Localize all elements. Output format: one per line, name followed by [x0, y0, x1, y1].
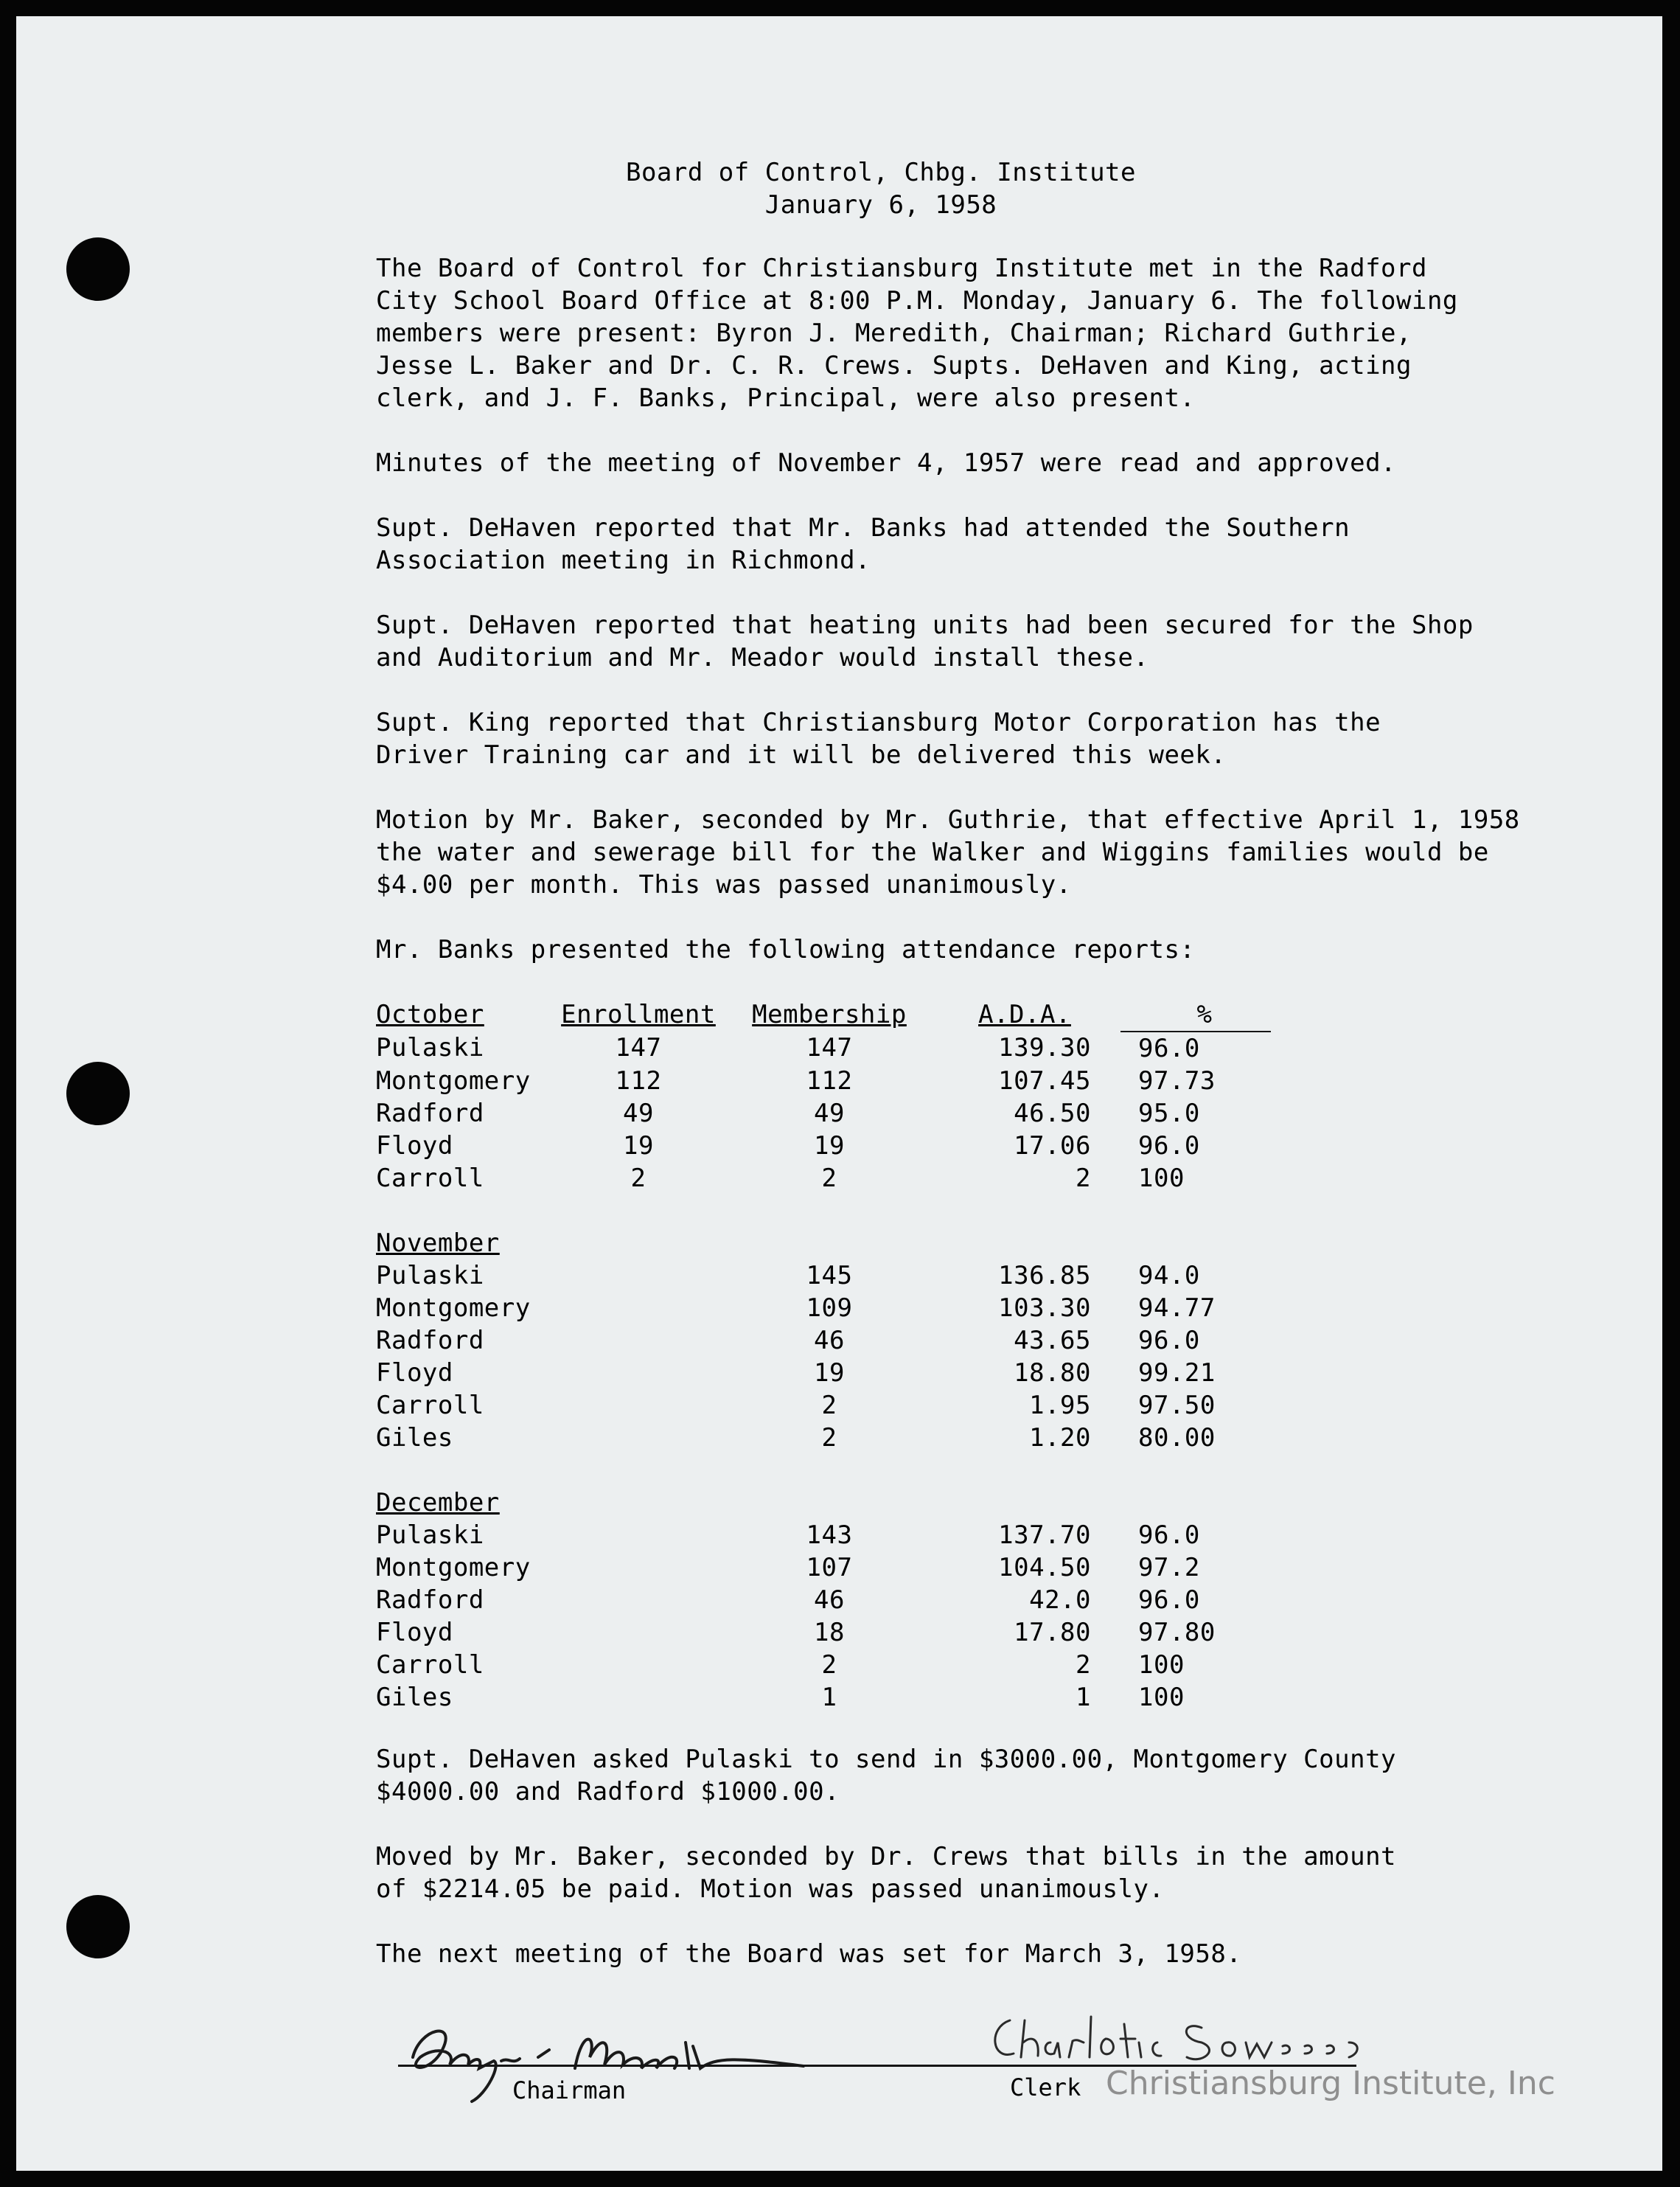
ada-value: 42.0: [1029, 1585, 1091, 1615]
membership-value: 18: [814, 1618, 845, 1647]
paragraph-driver-training: Supt. King reported that Christiansburg Motor Corporation has the Driver Training car and it will be delivered this week.: [376, 708, 1381, 770]
table-row: [376, 1130, 1271, 1162]
enrollment-value: [547, 1681, 730, 1714]
percent-value: 80.00: [1138, 1423, 1216, 1453]
ada-value: 2: [1076, 1650, 1091, 1680]
enrollment-value: [547, 1649, 730, 1681]
ada-value: 1.20: [1029, 1423, 1091, 1453]
document-title: Board of Control, Chbg. Institute: [625, 158, 1136, 187]
percent-value: 96.0: [1138, 1520, 1200, 1550]
enrollment-value: 147: [615, 1033, 662, 1063]
table-row: [376, 1324, 1271, 1357]
ada-value: 1.95: [1029, 1391, 1091, 1420]
enrollment-value: [547, 1259, 730, 1292]
ada-value: 104.50: [998, 1553, 1091, 1582]
percent-value: 96.0: [1138, 1034, 1200, 1063]
enrollment-value: 112: [615, 1066, 662, 1096]
enrollment-value: [547, 1584, 730, 1616]
paragraph-attendance: The Board of Control for Christiansburg Institute met in the Radford City School Board Office at 8:00 P.M. Monday, January 6. The following members were present: Byron J. Meredith, Chairman; Richard Guthrie, Jesse L. Baker and Dr. C. R. Crews. Supts. DeHaven and King, acting clerk, and J. F. Banks, Principal, were also present.: [376, 254, 1458, 413]
table-row: [376, 1357, 1271, 1389]
school-name: Giles: [376, 1423, 453, 1453]
membership-value: 19: [814, 1358, 845, 1388]
punch-hole: [66, 1895, 130, 1958]
percent-value: 97.73: [1138, 1066, 1216, 1096]
clerk-label: Clerk: [1010, 2073, 1081, 2101]
enrollment-value: [547, 1292, 730, 1324]
punch-hole: [66, 237, 130, 301]
school-name: Carroll: [376, 1650, 484, 1680]
percent-value: 100: [1138, 1164, 1185, 1193]
ada-value: 136.85: [998, 1261, 1091, 1290]
membership-value: 46: [814, 1585, 845, 1615]
membership-value: 147: [806, 1033, 853, 1063]
table-row: [376, 1032, 1271, 1065]
school-name: Carroll: [376, 1391, 484, 1420]
membership-value: 46: [814, 1326, 845, 1355]
paragraph-heating-units: Supt. DeHaven reported that heating units had been secured for the Shop and Auditorium and Mr. Meador would install these.: [376, 611, 1474, 672]
school-name: Montgomery: [376, 1066, 531, 1096]
table-row: [376, 1649, 1271, 1681]
punch-hole: [66, 1062, 130, 1125]
attendance-table-october: [376, 998, 1271, 1195]
ada-value: 103.30: [998, 1293, 1091, 1323]
table-row: [376, 1551, 1271, 1584]
table-row: [376, 1519, 1271, 1551]
membership-value: 112: [806, 1066, 853, 1096]
paragraph-next-meeting: The next meeting of the Board was set for March 3, 1958.: [376, 1939, 1242, 1969]
col-header-percent: %: [1120, 998, 1271, 1032]
table-row: [376, 1097, 1271, 1130]
membership-value: 2: [821, 1650, 837, 1680]
paragraph-bills-motion: Moved by Mr. Baker, seconded by Dr. Crews that bills in the amount of $2214.05 be paid. Motion was passed unanimously.: [376, 1842, 1397, 1904]
percent-value: 97.50: [1138, 1391, 1216, 1420]
table-row: [376, 1584, 1271, 1616]
school-name: Radford: [376, 1326, 484, 1355]
enrollment-value: 19: [623, 1131, 654, 1161]
membership-value: 2: [821, 1423, 837, 1453]
school-name: Montgomery: [376, 1293, 531, 1323]
attendance-table-november: [376, 1227, 1271, 1454]
paragraph-water-bill-motion: Motion by Mr. Baker, seconded by Mr. Guthrie, that effective April 1, 1958 the water and sewerage bill for the Walker and Wiggins families would be $4.00 per month. This was passed unanimously.: [376, 805, 1520, 900]
school-name: Floyd: [376, 1358, 453, 1388]
enrollment-value: [547, 1551, 730, 1584]
percent-value: 100: [1138, 1683, 1185, 1712]
table-row: [376, 1259, 1271, 1292]
table-row: [376, 1292, 1271, 1324]
school-name: Pulaski: [376, 1261, 484, 1290]
school-name: Giles: [376, 1683, 453, 1712]
enrollment-value: [547, 1324, 730, 1357]
table-row: [376, 1162, 1271, 1195]
percent-value: 96.0: [1138, 1585, 1200, 1615]
enrollment-value: [547, 1357, 730, 1389]
section-heading-november: November: [376, 1228, 500, 1258]
percent-value: 99.21: [1138, 1358, 1216, 1388]
ada-value: 1: [1076, 1683, 1091, 1712]
enrollment-value: [547, 1389, 730, 1422]
ada-value: 17.80: [1014, 1618, 1091, 1647]
school-name: Pulaski: [376, 1033, 484, 1063]
attendance-table-december: [376, 1487, 1271, 1714]
percent-value: 96.0: [1138, 1131, 1200, 1161]
col-header-membership: Membership: [752, 1000, 907, 1029]
table-row: [376, 1389, 1271, 1422]
membership-value: 143: [806, 1520, 853, 1550]
table-row: [376, 1065, 1271, 1097]
enrollment-value: 2: [630, 1164, 646, 1193]
paragraph-southern-association: Supt. DeHaven reported that Mr. Banks had attended the Southern Association meeting in Richmond.: [376, 513, 1350, 575]
table-row: [376, 1681, 1271, 1714]
enrollment-value: [547, 1616, 730, 1649]
membership-value: 49: [814, 1099, 845, 1128]
school-name: Radford: [376, 1585, 484, 1615]
enrollment-value: [547, 1519, 730, 1551]
col-header-ada: A.D.A.: [978, 1000, 1071, 1029]
section-heading-december: December: [376, 1488, 500, 1517]
percent-value: 94.77: [1138, 1293, 1216, 1323]
membership-value: 109: [806, 1293, 853, 1323]
percent-value: 100: [1138, 1650, 1185, 1680]
membership-value: 19: [814, 1131, 845, 1161]
ada-value: 139.30: [998, 1033, 1091, 1063]
membership-value: 1: [821, 1683, 837, 1712]
school-name: Montgomery: [376, 1553, 531, 1582]
ada-value: 43.65: [1014, 1326, 1091, 1355]
ada-value: 17.06: [1014, 1131, 1091, 1161]
ada-value: 137.70: [998, 1520, 1091, 1550]
document-header: [376, 156, 1386, 221]
chairman-label: Chairman: [512, 2076, 627, 2104]
table-row: [376, 1616, 1271, 1649]
membership-value: 2: [821, 1391, 837, 1420]
school-name: Floyd: [376, 1131, 453, 1161]
percent-value: 94.0: [1138, 1261, 1200, 1290]
minutes-body: [376, 156, 1585, 1970]
ada-value: 2: [1076, 1164, 1091, 1193]
paragraph-attendance-intro: Mr. Banks presented the following attendance reports:: [376, 935, 1196, 964]
percent-value: 96.0: [1138, 1326, 1200, 1355]
membership-value: 145: [806, 1261, 853, 1290]
school-name: Carroll: [376, 1164, 484, 1193]
enrollment-value: [547, 1422, 730, 1454]
school-name: Pulaski: [376, 1520, 484, 1550]
table-row: [376, 1422, 1271, 1454]
school-name: Floyd: [376, 1618, 453, 1647]
col-header-month: October: [376, 1000, 484, 1029]
paragraph-minutes: Minutes of the meeting of November 4, 1957 were read and approved.: [376, 448, 1397, 478]
paragraph-county-payments: Supt. DeHaven asked Pulaski to send in $3000.00, Montgomery County $4000.00 and Radford $1000.00.: [376, 1745, 1397, 1807]
ada-value: 46.50: [1014, 1099, 1091, 1128]
ada-value: 107.45: [998, 1066, 1091, 1096]
membership-value: 2: [821, 1164, 837, 1193]
enrollment-value: 49: [623, 1099, 654, 1128]
membership-value: 107: [806, 1553, 853, 1582]
percent-value: 97.80: [1138, 1618, 1216, 1647]
percent-value: 95.0: [1138, 1099, 1200, 1128]
school-name: Radford: [376, 1099, 484, 1128]
ada-value: 18.80: [1014, 1358, 1091, 1388]
table-header-row: [376, 998, 1271, 1032]
document-date: January 6, 1958: [764, 190, 997, 220]
col-header-enrollment: Enrollment: [561, 1000, 716, 1029]
percent-value: 97.2: [1138, 1553, 1200, 1582]
watermark-text: Christiansburg Institute, Inc: [1106, 2065, 1555, 2102]
